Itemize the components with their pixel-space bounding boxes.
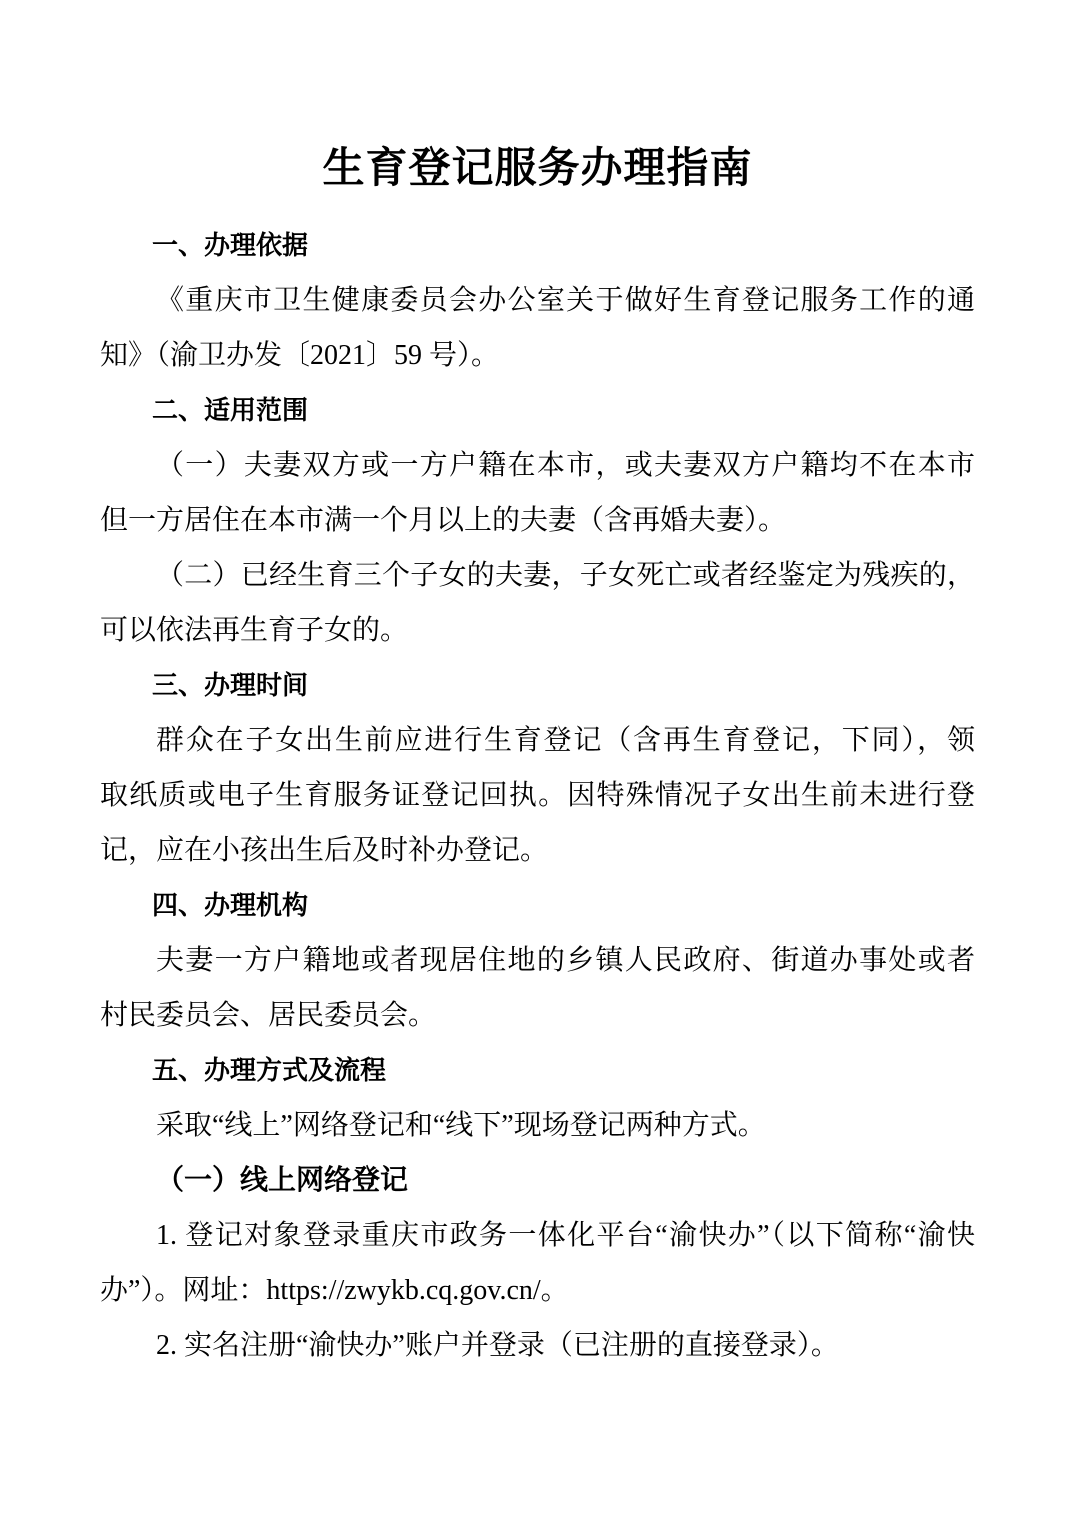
- body-text-line: 采取“线上”网络登记和“线下”现场登记两种方式。: [156, 1110, 766, 1141]
- body-text-line: 记，应在小孩出生后及时补办登记。: [100, 835, 549, 866]
- page-title: 生育登记服务办理指南: [322, 146, 753, 192]
- document-lines: [100, 218, 975, 1373]
- body-text-line: 1. 登记对象登录重庆市政务一体化平台“渝快办”（以下简称“渝快: [156, 1220, 975, 1251]
- body-text-line: 但一方居住在本市满一个月以上的夫妻（含再婚夫妻）。: [100, 505, 787, 536]
- body-text-line: 夫妻一方户籍地或者现居住地的乡镇人民政府、街道办事处或者: [156, 945, 975, 976]
- body-text-line: 取纸质或电子生育服务证登记回执。因特殊情况子女出生前未进行登: [100, 780, 975, 811]
- body-text-line: 群众在子女出生前应进行生育登记（含再生育登记，下同），领: [156, 725, 975, 756]
- body-text-line: 知》（渝卫办发〔2021〕59 号）。: [100, 340, 500, 371]
- section-heading: 一、办理依据: [152, 230, 309, 260]
- section-heading: 五、办理方式及流程: [152, 1055, 387, 1085]
- body-text-line: （一）夫妻双方或一方户籍在本市，或夫妻双方户籍均不在本市: [156, 450, 975, 481]
- sub-section-heading: （一）线上网络登记: [156, 1165, 409, 1196]
- body-text-line: 办”）。网址：https://zwykb.cq.gov.cn/。: [100, 1275, 569, 1306]
- section-heading: 三、办理时间: [152, 670, 309, 700]
- section-heading: 四、办理机构: [152, 890, 309, 920]
- section-heading: 二、适用范围: [152, 395, 309, 425]
- body-text-line: 《重庆市卫生健康委员会办公室关于做好生育登记服务工作的通: [156, 285, 975, 316]
- body-text-line: 村民委员会、居民委员会。: [100, 1000, 437, 1031]
- body-text-line: （二）已经生育三个子女的夫妻，子女死亡或者经鉴定为残疾的，: [156, 560, 975, 591]
- body-text-line: 可以依法再生育子女的。: [100, 615, 409, 646]
- body-text-line: 2. 实名注册“渝快办”账户并登录（已注册的直接登录）。: [156, 1330, 839, 1361]
